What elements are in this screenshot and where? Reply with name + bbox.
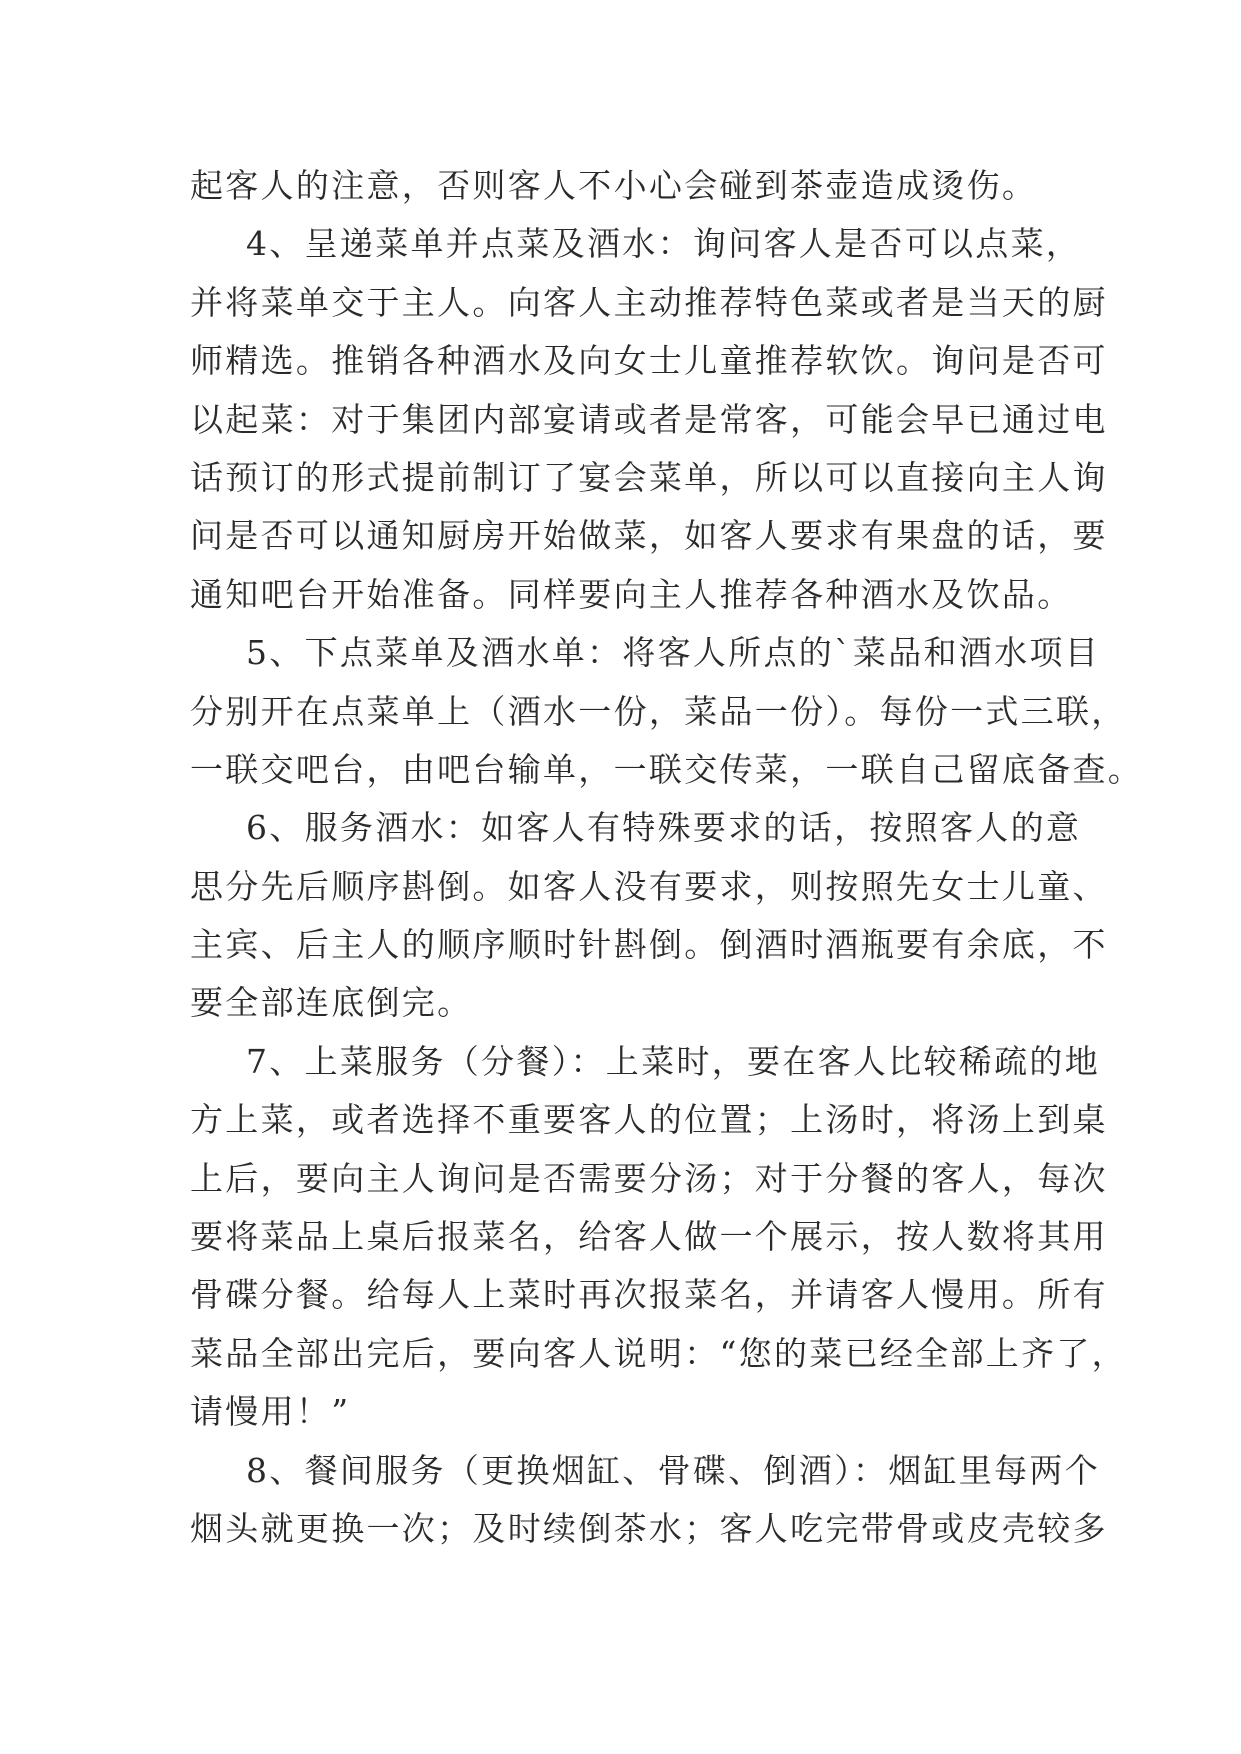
paragraph-first-line: 6、服务酒水：如客人有特殊要求的话，按照客人的意 — [246, 808, 1082, 848]
text-line: 菜品全部出完后，要向客人说明：“您的菜已经全部上齐了， — [190, 1333, 1127, 1373]
text-line: 方上菜，或者选择不重要客人的位置；上汤时，将汤上到桌 — [190, 1100, 1108, 1140]
text-line: 烟头就更换一次；及时续倒茶水；客人吃完带骨或皮壳较多 — [190, 1508, 1108, 1548]
text-line: 话预订的形式提前制订了宴会菜单，所以可以直接向主人询 — [190, 457, 1108, 497]
text-line: 上后，要向主人询问是否需要分汤；对于分餐的客人，每次 — [190, 1158, 1108, 1198]
text-line: 骨碟分餐。给每人上菜时再次报菜名，并请客人慢用。所有 — [190, 1275, 1108, 1315]
text-line: 请慢用！” — [190, 1392, 351, 1432]
paragraph-first-line: 5、下点菜单及酒水单：将客人所点的`菜品和酒水项目 — [246, 633, 1100, 673]
paragraph-first-line: 7、上菜服务（分餐）：上菜时，要在客人比较稀疏的地 — [246, 1041, 1100, 1081]
body-text — [190, 157, 1144, 1558]
text-line: 以起菜：对于集团内部宴请或者是常客，可能会早已通过电 — [190, 399, 1108, 439]
text-line: 主宾、后主人的顺序顺时针斟倒。倒酒时酒瓶要有余底，不 — [190, 925, 1108, 965]
text-line: 通知吧台开始准备。同样要向主人推荐各种酒水及饮品。 — [190, 574, 1073, 614]
text-line: 要将菜品上桌后报菜名，给客人做一个展示，按人数将其用 — [190, 1217, 1108, 1257]
text-line: 一联交吧台，由吧台输单，一联交传菜，一联自己留底备查。 — [190, 749, 1144, 789]
text-line: 问是否可以通知厨房开始做菜，如客人要求有果盘的话，要 — [190, 516, 1108, 556]
text-line: 要全部连底倒完。 — [190, 983, 473, 1023]
paragraph-first-line: 8、餐间服务（更换烟缸、骨碟、倒酒）：烟缸里每两个 — [246, 1450, 1100, 1490]
text-line: 师精选。推销各种酒水及向女士儿童推荐软饮。询问是否可 — [190, 341, 1108, 381]
paragraph-first-line: 4、呈递菜单并点菜及酒水：询问客人是否可以点菜， — [246, 224, 1082, 264]
text-line: 分别开在点菜单上（酒水一份，菜品一份）。每份一式三联， — [190, 691, 1127, 731]
text-line: 并将菜单交于主人。向客人主动推荐特色菜或者是当天的厨 — [190, 282, 1108, 322]
text-line: 思分先后顺序斟倒。如客人没有要求，则按照先女士儿童、 — [190, 866, 1108, 906]
text-line: 起客人的注意，否则客人不小心会碰到茶壶造成烫伤。 — [190, 166, 1038, 205]
